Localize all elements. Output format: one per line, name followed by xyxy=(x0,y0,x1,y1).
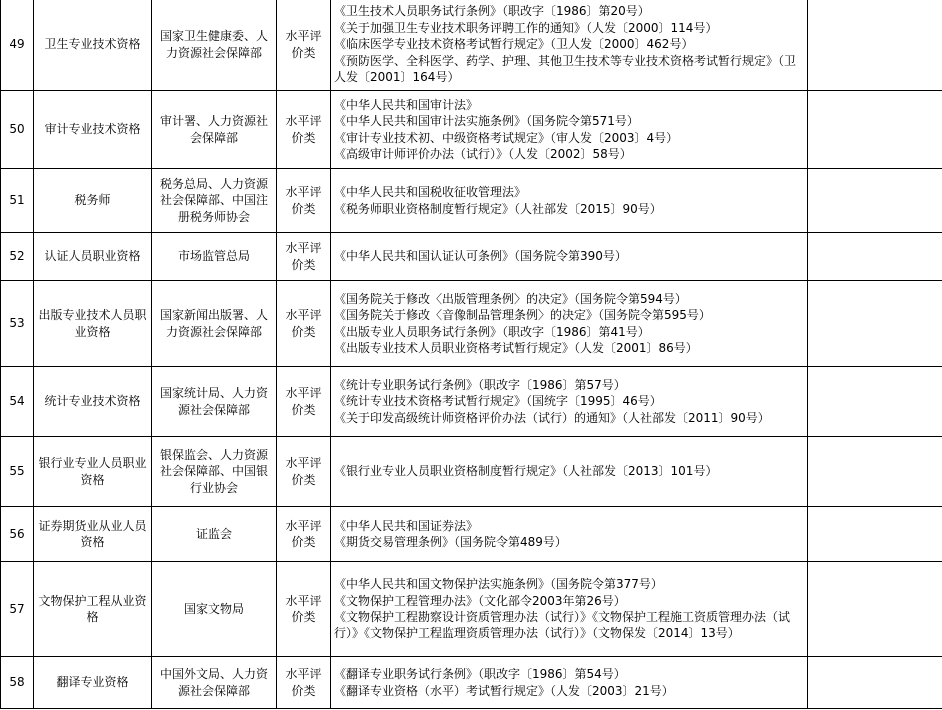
legal-basis: 《中华人民共和国认证认可条例》（国务院令第390号） xyxy=(331,233,808,281)
qualification-category: 水平评价类 xyxy=(277,562,331,657)
qualification-category: 水平评价类 xyxy=(277,367,331,437)
table-row xyxy=(1,657,942,709)
qualification-category: 水平评价类 xyxy=(277,233,331,281)
legal-basis: 《统计专业职务试行条例》（职改字〔1986〕第57号） 《统计专业技术资格考试暂行规定》（国统字〔1995〕46号） 《关于印发高级统计师资格评价办法（试行）的通知》（人社部发〔2011〕90号） xyxy=(331,367,808,437)
qualification-category: 水平评价类 xyxy=(277,0,331,91)
row-number: 54 xyxy=(1,367,34,437)
remarks xyxy=(808,437,942,507)
row-number: 56 xyxy=(1,507,34,562)
qualification-name: 文物保护工程从业资格 xyxy=(34,562,152,657)
qualification-category: 水平评价类 xyxy=(277,507,331,562)
row-number: 58 xyxy=(1,657,34,709)
legal-basis: 《中华人民共和国证券法》 《期货交易管理条例》（国务院令第489号） xyxy=(331,507,808,562)
qualification-name: 证券期货业从业人员资格 xyxy=(34,507,152,562)
implementing-department: 国家统计局、人力资源社会保障部 xyxy=(152,367,277,437)
implementing-department: 税务总局、人力资源社会保障部、中国注册税务师协会 xyxy=(152,169,277,233)
qualification-category: 水平评价类 xyxy=(277,281,331,367)
remarks xyxy=(808,233,942,281)
row-number: 50 xyxy=(1,91,34,169)
qualification-category: 水平评价类 xyxy=(277,169,331,233)
qualification-name: 审计专业技术资格 xyxy=(34,91,152,169)
remarks xyxy=(808,0,942,91)
implementing-department: 证监会 xyxy=(152,507,277,562)
qualification-name: 出版专业技术人员职业资格 xyxy=(34,281,152,367)
row-number: 52 xyxy=(1,233,34,281)
remarks xyxy=(808,281,942,367)
table-row xyxy=(1,91,942,169)
table-row xyxy=(1,233,942,281)
qualification-name: 统计专业技术资格 xyxy=(34,367,152,437)
qualification-category: 水平评价类 xyxy=(277,657,331,709)
qualification-category: 水平评价类 xyxy=(277,91,331,169)
implementing-department: 审计署、人力资源社会保障部 xyxy=(152,91,277,169)
table-row xyxy=(1,562,942,657)
remarks xyxy=(808,562,942,657)
table-row xyxy=(1,0,942,91)
implementing-department: 国家文物局 xyxy=(152,562,277,657)
legal-basis: 《中华人民共和国文物保护法实施条例》（国务院令第377号） 《文物保护工程管理办法》（文化部令2003年第26号） 《文物保护工程勘察设计资质管理办法（试行）》《文物保护工程施工资质管理办法（试行）》《文物保护工程监理资质管理办法（试行）》（文物保发〔2014〕13号） xyxy=(331,562,808,657)
implementing-department: 市场监管总局 xyxy=(152,233,277,281)
implementing-department: 银保监会、人力资源社会保障部、中国银行业协会 xyxy=(152,437,277,507)
table-row xyxy=(1,367,942,437)
table-row xyxy=(1,437,942,507)
row-number: 57 xyxy=(1,562,34,657)
remarks xyxy=(808,169,942,233)
legal-basis: 《卫生技术人员职务试行条例》（职改字〔1986〕第20号） 《关于加强卫生专业技术职务评聘工作的通知》（人发〔2000〕114号） 《临床医学专业技术资格考试暂行规定》（卫人发〔2000〕462号） 《预防医学、全科医学、药学、护理、其他卫生技术等专业技术资格考试暂行规定》（卫人发〔2001〕164号） xyxy=(331,0,808,91)
qualification-category: 水平评价类 xyxy=(277,437,331,507)
row-number: 49 xyxy=(1,0,34,91)
table-row xyxy=(1,507,942,562)
qualification-name: 税务师 xyxy=(34,169,152,233)
remarks xyxy=(808,507,942,562)
remarks xyxy=(808,367,942,437)
legal-basis: 《银行业专业人员职业资格制度暂行规定》（人社部发〔2013〕101号） xyxy=(331,437,808,507)
row-number: 55 xyxy=(1,437,34,507)
row-number: 53 xyxy=(1,281,34,367)
row-number: 51 xyxy=(1,169,34,233)
legal-basis: 《翻译专业职务试行条例》（职改字〔1986〕第54号） 《翻译专业资格（水平）考试暂行规定》（人发〔2003〕21号） xyxy=(331,657,808,709)
legal-basis: 《国务院关于修改〈出版管理条例〉的决定》（国务院令第594号） 《国务院关于修改〈音像制品管理条例〉的决定》（国务院令第595号） 《出版专业人员职务试行条例》（职改字〔1986〕第41号） 《出版专业技术人员职业资格考试暂行规定》（人发〔2001〕86号） xyxy=(331,281,808,367)
legal-basis: 《中华人民共和国税收征收管理法》 《税务师职业资格制度暂行规定》（人社部发〔2015〕90号） xyxy=(331,169,808,233)
table-row xyxy=(1,281,942,367)
remarks xyxy=(808,657,942,709)
remarks xyxy=(808,91,942,169)
qualification-name: 翻译专业资格 xyxy=(34,657,152,709)
implementing-department: 国家新闻出版署、人力资源社会保障部 xyxy=(152,281,277,367)
implementing-department: 中国外文局、人力资源社会保障部 xyxy=(152,657,277,709)
qualification-name: 卫生专业技术资格 xyxy=(34,0,152,91)
legal-basis: 《中华人民共和国审计法》 《中华人民共和国审计法实施条例》（国务院令第571号） 《审计专业技术初、中级资格考试规定》（审人发〔2003〕4号） 《高级审计师评价办法（试行）》（人发〔2002〕58号） xyxy=(331,91,808,169)
implementing-department: 国家卫生健康委、人力资源社会保障部 xyxy=(152,0,277,91)
qualification-name: 认证人员职业资格 xyxy=(34,233,152,281)
qualification-name: 银行业专业人员职业资格 xyxy=(34,437,152,507)
table-row xyxy=(1,169,942,233)
